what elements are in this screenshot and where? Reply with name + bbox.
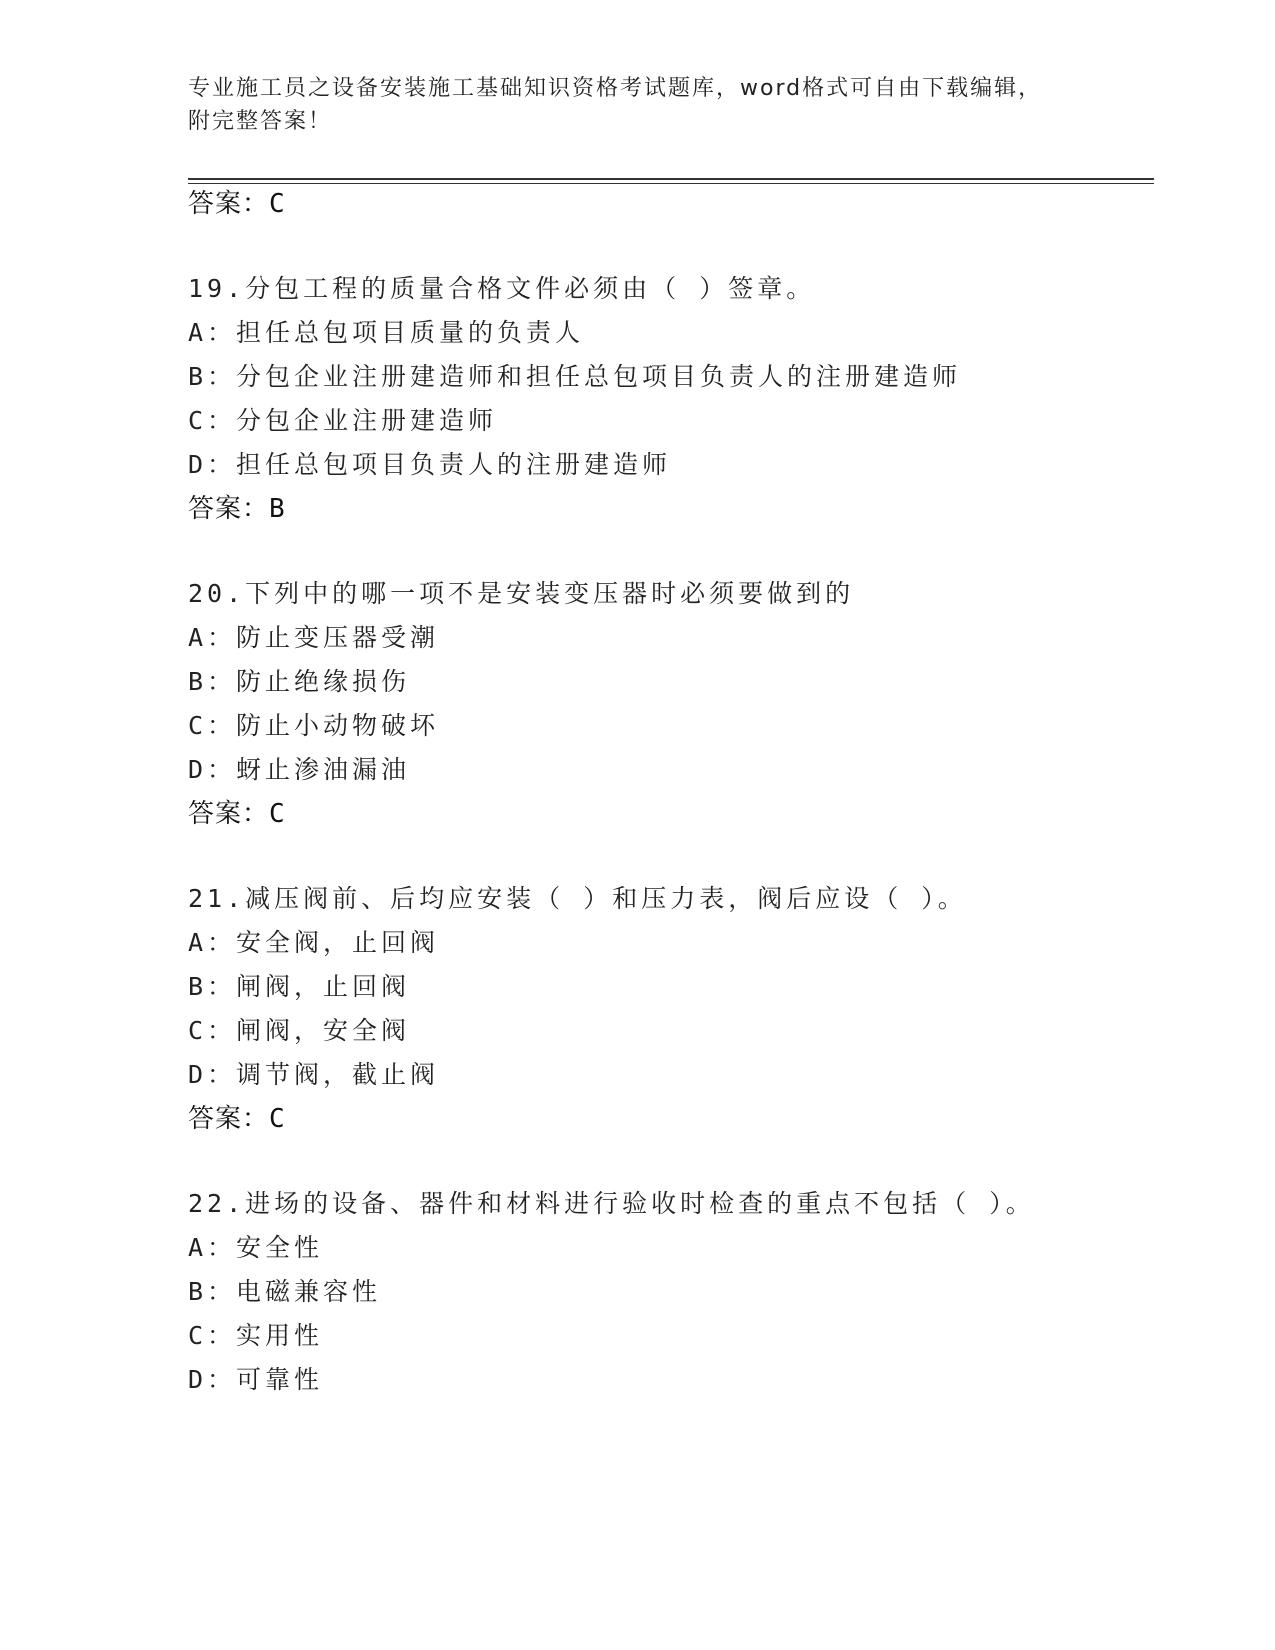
answer-value: C (269, 1104, 286, 1134)
header-divider (188, 178, 1154, 180)
answer-q18 (188, 187, 286, 221)
question-19-option-d: D：担任总包项目负责人的注册建造师 (188, 450, 672, 479)
answer-label: 答案： (188, 189, 270, 219)
question-20-option-c: C：防止小动物破坏 (188, 711, 440, 740)
question-19-option-a: A：担任总包项目质量的负责人 (188, 318, 585, 347)
header-divider-thin (188, 183, 1154, 184)
answer-value: B (269, 494, 286, 524)
question-22-option-d: D：可靠性 (188, 1365, 324, 1394)
question-22-option-c: C：实用性 (188, 1321, 324, 1350)
question-20-stem: 20.下列中的哪一项不是安装变压器时必须要做到的 (188, 579, 855, 608)
question-20-option-b: B：防止绝缘损伤 (188, 667, 411, 696)
header-title-line-2: 附完整答案！ (188, 109, 333, 134)
question-21-option-d: D：调节阀，截止阀 (188, 1060, 440, 1089)
question-21-option-b: B：闸阀，止回阀 (188, 972, 411, 1001)
question-22-option-b: B：电磁兼容性 (188, 1277, 382, 1306)
question-20-option-a: A：防止变压器受潮 (188, 623, 440, 652)
question-19-option-c: C：分包企业注册建造师 (188, 406, 498, 435)
answer-q20 (188, 797, 286, 831)
answer-q19 (188, 492, 286, 526)
answer-value: C (269, 189, 286, 219)
answer-label: 答案： (188, 799, 270, 829)
header-title-line-1: 专业施工员之设备安装施工基础知识资格考试题库，word格式可自由下载编辑， (188, 76, 1043, 101)
question-21-stem: 21.减压阀前、后均应安装（ ）和压力表，阀后应设（ ）。 (188, 884, 967, 913)
question-19-stem: 19.分包工程的质量合格文件必须由（ ）签章。 (188, 274, 816, 303)
question-21-option-c: C：闸阀，安全阀 (188, 1016, 411, 1045)
answer-q21 (188, 1102, 286, 1136)
answer-label: 答案： (188, 1104, 270, 1134)
question-22-option-a: A：安全性 (188, 1233, 324, 1262)
answer-value: C (269, 799, 286, 829)
question-21-option-a: A：安全阀，止回阀 (188, 928, 440, 957)
question-22-stem: 22.进场的设备、器件和材料进行验收时检查的重点不包括（ ）。 (188, 1189, 1035, 1218)
answer-label: 答案： (188, 494, 270, 524)
question-19-option-b: B：分包企业注册建造师和担任总包项目负责人的注册建造师 (188, 362, 962, 391)
question-20-option-d: D：蚜止渗油漏油 (188, 755, 411, 784)
document-header (188, 72, 1148, 138)
